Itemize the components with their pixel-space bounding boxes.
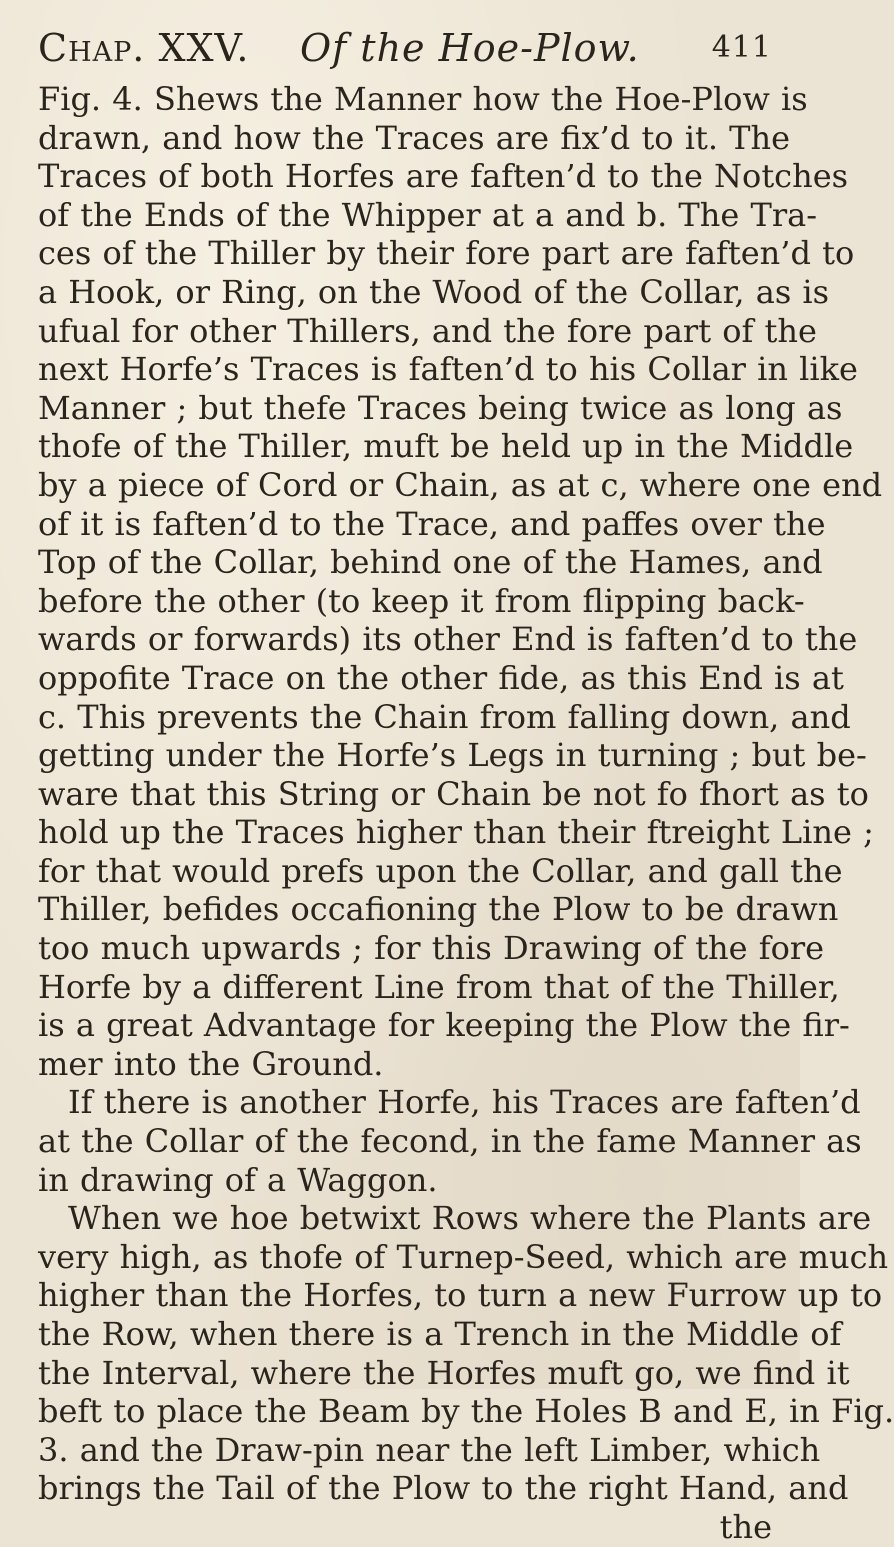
text-line: is a great Advantage for keeping the Plow the fir-: [38, 1006, 850, 1045]
text-line: ces of the Thiller by their fore part are faften’d to: [38, 234, 855, 273]
text-line: ware that this String or Chain be not fo fhort as to: [38, 774, 869, 813]
text-line: drawn, and how the Traces are fix’d to it. The: [38, 118, 791, 157]
text-line: ufual for other Thillers, and the fore part of the: [38, 311, 817, 350]
chapter-heading: Chap. XXV.: [38, 26, 250, 70]
text-line: at the Collar of the fecond, in the fame Manner as: [38, 1122, 862, 1161]
text-line: getting under the Horfe’s Legs in turning ; but be-: [38, 736, 867, 775]
text-line: of the Ends of the Whipper at a and b. The Tra-: [38, 195, 817, 234]
text-line: for that would prefs upon the Collar, and gall the: [38, 851, 843, 890]
paragraph-end-line: in drawing of a Waggon.: [38, 1160, 438, 1199]
text-line: next Horfe’s Traces is faften’d to his Collar in like: [38, 350, 858, 389]
text-line: very high, as thofe of Turnep-Seed, which are much: [38, 1237, 889, 1276]
text-line: the Interval, where the Horfes muft go, we find it: [38, 1353, 850, 1392]
chapter-title: Of the Hoe-Plow.: [300, 26, 640, 70]
text-line: before the other (to keep it from flipping back-: [38, 581, 805, 620]
text-line: by a piece of Cord or Chain, as at c, where one end: [38, 465, 883, 504]
text-line: thofe of the Thiller, muft be held up in the Middle: [38, 427, 854, 466]
text-line: Fig. 4. Shews the Manner how the Hoe-Plow is: [38, 80, 808, 118]
catchword: the: [719, 1507, 772, 1546]
text-line: Traces of both Horfes are faften’d to the Notches: [38, 157, 849, 196]
text-line: c. This prevents the Chain from falling down, and: [38, 697, 851, 736]
text-line: Horfe by a different Line from that of the Thiller,: [38, 967, 840, 1006]
text-line: beft to place the Beam by the Holes B and E, in Fig.: [38, 1392, 894, 1431]
body-text: [38, 80, 894, 1547]
text-line: of it is faften’d to the Trace, and paffes over the: [38, 504, 826, 543]
text-line: a Hook, or Ring, on the Wood of the Collar, as is: [38, 272, 830, 311]
paragraph-start-line: When we hoe betwixt Rows where the Plants are: [68, 1199, 872, 1238]
text-line: brings the Tail of the Plow to the right Hand, and: [38, 1469, 849, 1508]
text-line: higher than the Horfes, to turn a new Furrow up to: [38, 1276, 883, 1315]
text-line: the Row, when there is a Trench in the Middle of: [38, 1315, 842, 1353]
text-line: 3. and the Draw-pin near the left Limber, which: [38, 1430, 821, 1469]
text-line: Manner ; but thefe Traces being twice as long as: [38, 388, 843, 427]
text-line: Top of the Collar, behind one of the Hames, and: [38, 543, 823, 582]
paragraph-start-line: If there is another Horfe, his Traces are faften’d: [68, 1083, 861, 1122]
page-number: 411: [711, 30, 772, 65]
text-line: wards or forwards) its other End is faften’d to the: [38, 620, 858, 659]
running-head: [38, 22, 772, 74]
paragraph-end-line: mer into the Ground.: [38, 1044, 384, 1083]
text-line: Thiller, befides occafioning the Plow to be drawn: [38, 890, 839, 929]
text-line: oppofite Trace on the other fide, as this End is at: [38, 658, 844, 697]
text-line: hold up the Traces higher than their ftreight Line ;: [38, 813, 874, 852]
text-line: too much upwards ; for this Drawing of the fore: [38, 929, 825, 968]
